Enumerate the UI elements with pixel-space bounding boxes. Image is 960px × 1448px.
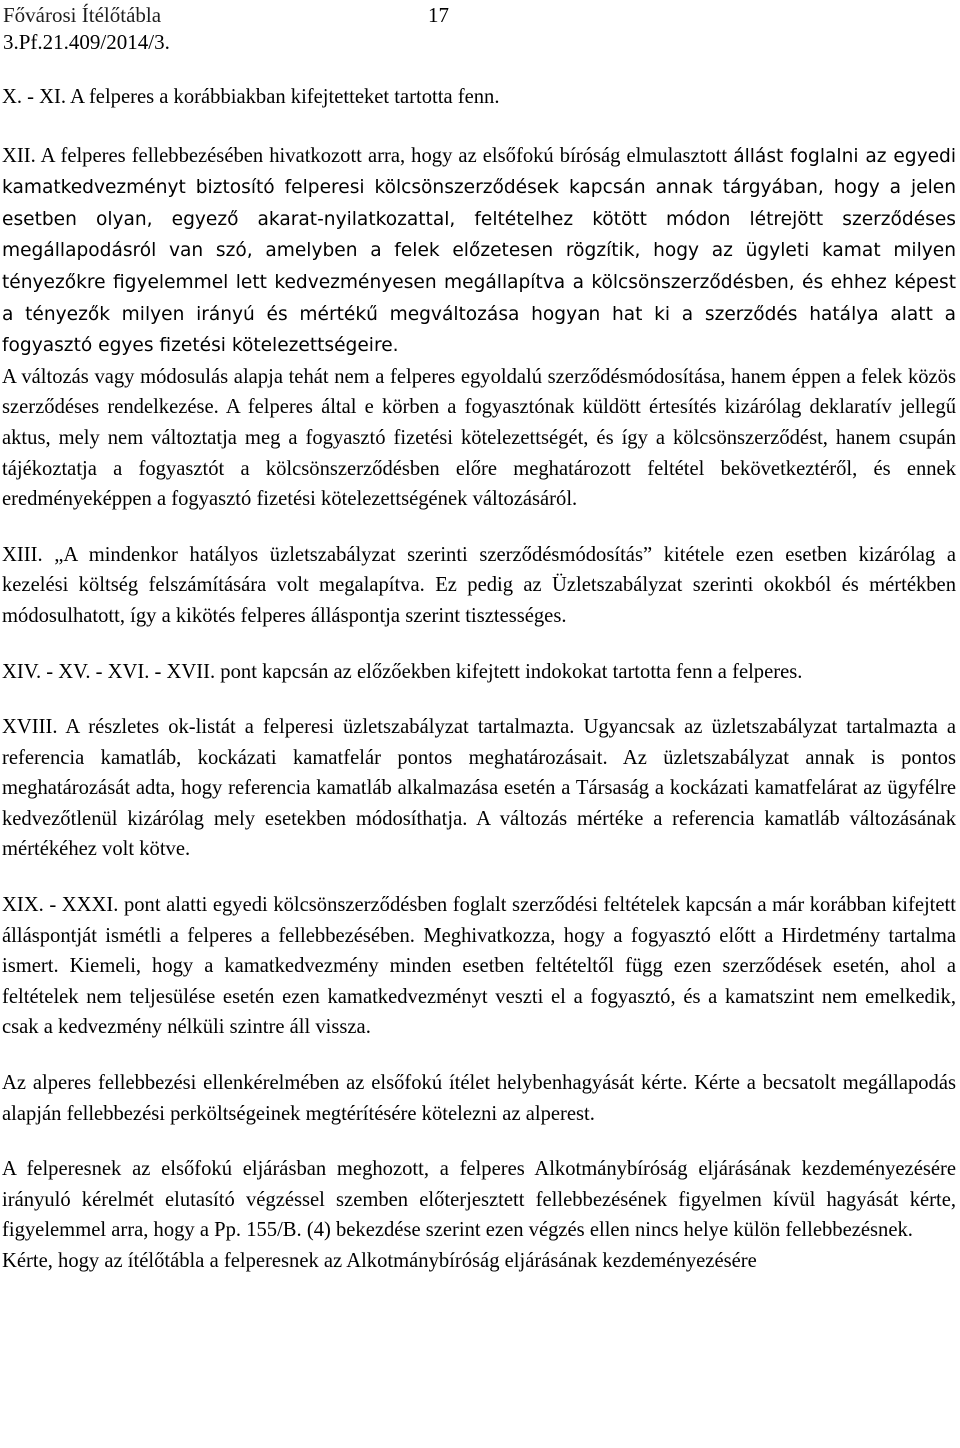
paragraph-x-xi: X. - XI. A felperes a korábbiakban kifejtetteket tartotta fenn. xyxy=(2,86,500,108)
paragraph-felperesnek: A felperesnek az elsőfokú eljárásban meghozott, a felperes Alkotmánybíróság eljárásának kezdeményezésére irányuló kérelmét elutasító végzéssel szemben előterjesztett fellebbezésének figyelmen kívül hagyását kérte, figyelemmel arra, hogy a Pp. 155/B. (4) bekezdése szerint ezen végzés ellen nincs helye külön fellebbezésnek. xyxy=(2,1158,956,1242)
document-body xyxy=(2,82,956,1277)
paragraph-xix-xxxi: XIX. - XXXI. pont alatti egyedi kölcsönszerződésben foglalt szerződési feltételek kapcsán a már korábban kifejtett álláspontját ismétli a felperes a fellebbezésében. Meghivatkozza, hogy a fogyasztó előtt a Hirdetmény tartalma ismert. Kiemeli, hogy a kamatkedvezmény minden esetben feltételtől függ ezen szerződések esetén, ahol a feltételek nem teljesülése esetén ezen kamatkedvezményt veszti el a fogyasztó, és a kamatszint nem emelkedik, csak a kedvezmény nélküli szintre áll vissza. xyxy=(2,894,956,1039)
paragraph-valtozas: A változás vagy módosulás alapja tehát nem a felperes egyoldalú szerződésmódosítása, hanem éppen a felek közös szerződéses rendelkezése. A felperes által e körben a fogyasztónak küldött értesítés kizárólag deklaratív jellegű aktus, mely nem változtatja meg a fogyasztó fizetési kötelezettségét, és így a kölcsönszerződést, hanem csupán tájékoztatja a fogyasztót a kölcsönszerződésben előre meghatározott feltétel bekövetkeztéről, és ennek eredményeképpen a fogyasztó fizetési kötelezettségének változásáról. xyxy=(2,365,956,511)
paragraph-xii xyxy=(2,141,956,362)
case-number: 3.Pf.21.409/2014/3. xyxy=(3,30,170,54)
page-number: 17 xyxy=(428,3,449,27)
paragraph-xiii: XIII. „A mindenkor hatályos üzletszabályzat szerinti szerződésmódosítás” kitétele ezen esetben kizárólag a kezelési költség felszámítására volt megalapítva. Ez pedig az Üzletszabályzat szerinti okokból és mértékben módosulhatott, így a kikötés felperes álláspontja szerint tisztességes. xyxy=(2,543,956,627)
paragraph-xviii: XVIII. A részletes ok-listát a felperesi üzletszabályzat tartalmazta. Ugyancsak az üzletszabályzat tartalmazta a referencia kamatláb, kockázati kamatfelár pontos meghatározásait. Az üzletszabályzat annak is pontos meghatározását adta, hogy referencia kamatláb alkalmazása esetén a Társaság a kockázati kamatfelárat az ügyfélre kedvezőtlenül kizárólag mely esetekben módosíthatja. A változás mértéke a referencia kamatláb változásának mértékéhez volt kötve. xyxy=(2,716,956,861)
paragraph-xii-sans: állást foglalni az egyedi kamatkedvezményt biztosító felperesi kölcsönszerződések kapcsán annak tárgyában, hogy a jelen esetben olyan, egyező akarat-nyilatkozattal, feltételhez kötött módon létrejött szerződéses megállapodásról van szó, amelyben a felek előzetesen rögzítik, hogy az ügyleti kamat milyen tényezőkre figyelemmel lett kedvezményesen megállapítva a kölcsönszerződésben, és ehhez képest a tényezők milyen irányú és mértékű megváltozása hogyan hat ki a szerződés hatálya alatt a fogyasztó egyes fizetési kötelezettségeire. xyxy=(2,145,956,357)
court-name: Fővárosi Ítélőtábla xyxy=(3,3,162,27)
paragraph-kerte: Kérte, hogy az ítélőtábla a felperesnek az Alkotmánybíróság eljárásának kezdeményezésére xyxy=(2,1250,757,1272)
page-header xyxy=(3,2,449,56)
paragraph-xiv-xvii: XIV. - XV. - XVI. - XVII. pont kapcsán az előzőekben kifejtett indokokat tartotta fenn a felperes. xyxy=(2,660,803,683)
paragraph-alperes: Az alperes fellebbezési ellenkérelmében az elsőfokú ítélet helybenhagyását kérte. Kérte a becsatolt megállapodás alapján fellebbezési perköltségeinek megtérítésére kötelezni az alperest. xyxy=(2,1072,956,1125)
paragraph-xii-intro: XII. A felperes fellebbezésében hivatkozott arra, hogy az elsőfokú bíróság elmulasztott xyxy=(2,144,728,167)
